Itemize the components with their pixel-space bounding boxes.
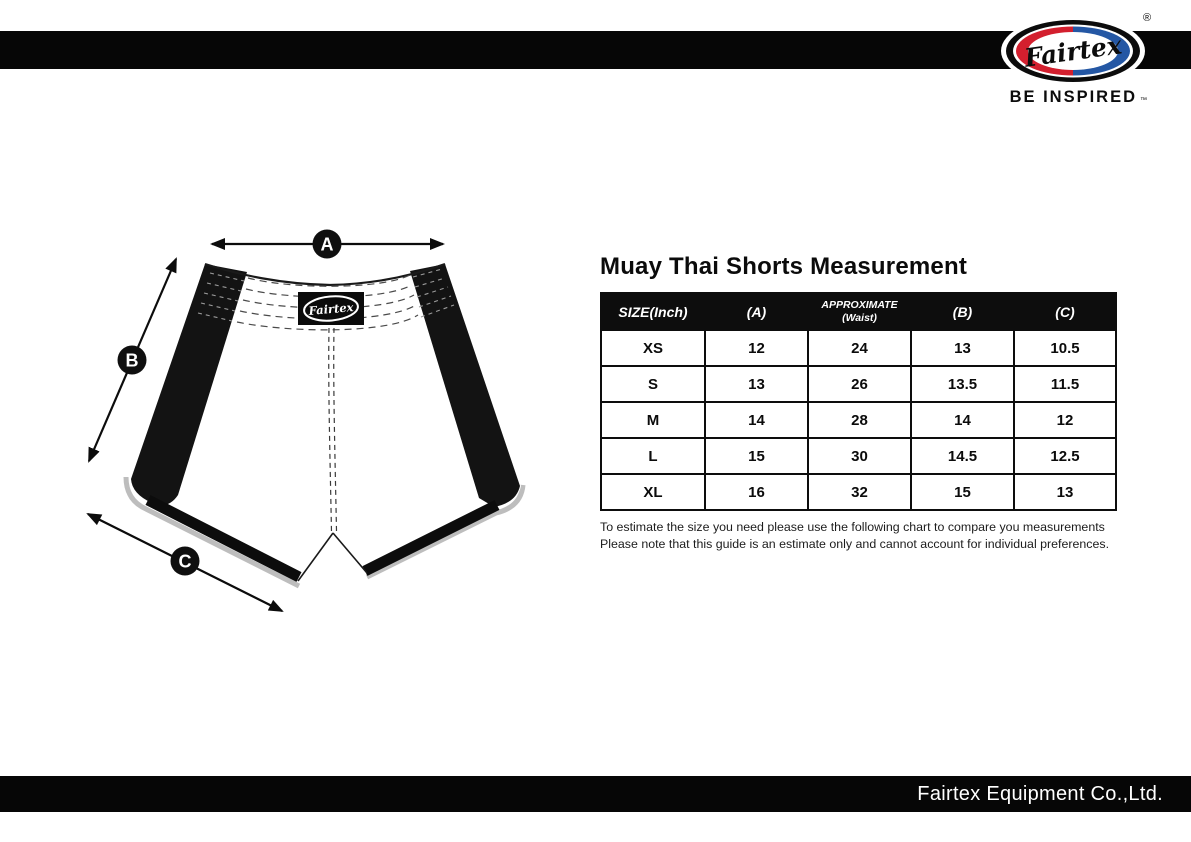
company-name: Fairtex Equipment Co.,Ltd. (917, 783, 1163, 805)
table-row-s (601, 366, 1116, 402)
cell-waist: 28 (808, 402, 911, 438)
cell-waist: 32 (808, 474, 911, 510)
cell-a: 14 (705, 402, 808, 438)
sizing-note-line1: To estimate the size you need please use the following chart to compare you measurements (600, 520, 1105, 534)
col-header-c-label: (C) (1055, 303, 1075, 320)
cell-a: 13 (705, 366, 808, 402)
sizing-note (600, 519, 1140, 552)
cell-b: 13 (911, 330, 1014, 366)
cell-b: 14 (911, 402, 1014, 438)
sizing-note-line2: Please note that this guide is an estimate only and cannot account for individual preferences. (600, 536, 1110, 551)
waistband-patch (298, 292, 364, 325)
cell-a: 12 (705, 330, 808, 366)
col-header-size-label: SIZE(Inch) (618, 303, 688, 320)
size-table (600, 292, 1117, 511)
arrow-b-label: B (125, 350, 139, 371)
table-row-l (601, 438, 1116, 474)
cell-a: 16 (705, 474, 808, 510)
shorts-measurement-diagram (80, 215, 560, 615)
cell-b: 14.5 (911, 438, 1014, 474)
col-header-waist-line1: APPROXIMATE (821, 299, 898, 312)
col-header-b-label: (B) (952, 303, 973, 320)
col-header-size (601, 293, 705, 330)
cell-b: 13.5 (911, 366, 1014, 402)
table-row-xs (601, 330, 1116, 366)
cell-c: 10.5 (1014, 330, 1116, 366)
cell-size: L (601, 438, 705, 474)
registered-mark: ® (1143, 12, 1152, 24)
cell-c: 13 (1014, 474, 1116, 510)
cell-size: XS (601, 330, 705, 366)
cell-waist: 26 (808, 366, 911, 402)
table-row-m (601, 402, 1116, 438)
fairtex-oval-logo (1001, 12, 1151, 86)
cell-waist: 24 (808, 330, 911, 366)
cell-size: M (601, 402, 705, 438)
table-row-xl (601, 474, 1116, 510)
col-header-c (1014, 293, 1116, 330)
page-title: Muay Thai Shorts Measurement (600, 253, 968, 280)
cell-size: S (601, 366, 705, 402)
footer-bar (0, 776, 1191, 812)
arrow-a-label: A (320, 234, 334, 255)
col-header-waist (808, 293, 911, 330)
cell-b: 15 (911, 474, 1014, 510)
cell-waist: 30 (808, 438, 911, 474)
col-header-b (911, 293, 1014, 330)
col-header-waist-line2: (Waist) (842, 311, 877, 324)
tagline-trademark: ™ (1140, 97, 1147, 104)
measure-arrow-a (212, 230, 443, 259)
tagline-text: BE INSPIRED (1009, 88, 1137, 106)
cell-a: 15 (705, 438, 808, 474)
cell-c: 11.5 (1014, 366, 1116, 402)
cell-size: XL (601, 474, 705, 510)
logo-script: Fairtex (1022, 30, 1124, 73)
measurement-section (600, 253, 1140, 552)
cell-c: 12.5 (1014, 438, 1116, 474)
patch-script: Fairtex (308, 300, 355, 318)
arrow-c-label: C (178, 551, 192, 572)
fairtex-logo (995, 3, 1165, 107)
size-table-header-row (601, 293, 1116, 330)
col-header-a (705, 293, 808, 330)
col-header-a-label: (A) (746, 303, 767, 320)
cell-c: 12 (1014, 402, 1116, 438)
